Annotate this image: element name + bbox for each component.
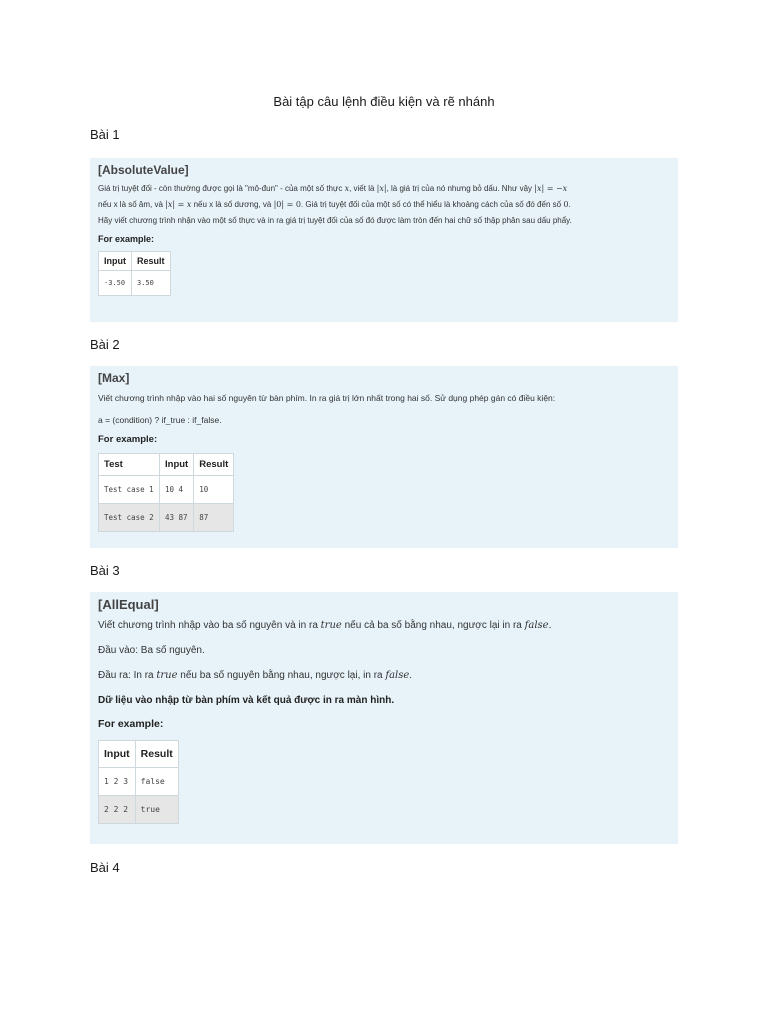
table-row: [99, 476, 234, 504]
exercise-paragraph-1: Viết chương trình nhập vào ba số nguyên và in ra true nếu cả ba số bằng nhau, ngược lại in ra false.: [98, 620, 552, 631]
table-row: [99, 768, 179, 796]
exercise-paragraph-3: Hãy viết chương trình nhận vào một số thực và in ra giá trị tuyệt đối của số đó được làm tròn đến hai chữ số thập phân sau dấu phẩy.: [98, 216, 572, 225]
example-label: For example:: [98, 234, 155, 244]
table-header: Result: [132, 252, 171, 271]
table-header-row: [99, 741, 179, 768]
table-cell: false: [135, 768, 178, 796]
section-label-2: Bài 2: [90, 337, 120, 352]
section-label-3: Bài 3: [90, 563, 120, 578]
table-header: Result: [194, 454, 234, 476]
example-label: For example:: [98, 718, 164, 730]
table-cell: true: [135, 796, 178, 824]
exercise-paragraph-2: nếu x là số âm, và |x| = x nếu x là số dương, và |0| = 0. Giá trị tuyệt đối của một số có thể hiểu là khoảng cách của số đó đến số 0.: [98, 200, 571, 209]
example-table: [98, 453, 234, 532]
exercise-heading: [AllEqual]: [98, 597, 159, 612]
table-header: Input: [99, 252, 132, 271]
table-cell: 2 2 2: [99, 796, 136, 824]
table-header: Test: [99, 454, 160, 476]
table-header: Result: [135, 741, 178, 768]
exercise-paragraph-1: Viết chương trình nhập vào hai số nguyên từ bàn phím. In ra giá trị lớn nhất trong hai số. Sử dụng phép gán có điều kiện:: [98, 393, 556, 403]
exercise-box-allequal: [90, 592, 678, 844]
exercise-heading: [AbsoluteValue]: [98, 163, 189, 177]
table-cell: 1 2 3: [99, 768, 136, 796]
exercise-heading: [Max]: [98, 371, 130, 385]
document-title: Bài tập câu lệnh điều kiện và rẽ nhánh: [273, 94, 495, 109]
table-cell: 43 87: [160, 504, 194, 532]
example-label: For example:: [98, 434, 158, 445]
exercise-paragraph-2: a = (condition) ? if_true : if_false.: [98, 415, 222, 425]
table-cell: 10: [194, 476, 234, 504]
exercise-box-max: [90, 366, 678, 548]
exercise-paragraph-4: Dữ liệu vào nhập từ bàn phím và kết quả được in ra màn hình.: [98, 695, 395, 706]
exercise-paragraph-2: Đầu vào: Ba số nguyên.: [98, 645, 205, 656]
example-table: [98, 740, 179, 824]
exercise-paragraph-1: Giá trị tuyệt đối - còn thường được gọi là "mô-đun" - của một số thực x, viết là |x|, là giá trị của nó nhưng bỏ dấu. Như vậy |x| = −x: [98, 184, 568, 193]
table-row: [99, 796, 179, 824]
section-label-4: Bài 4: [90, 860, 120, 875]
exercise-box-absolutevalue: [90, 158, 678, 322]
table-cell: 87: [194, 504, 234, 532]
table-header: Input: [160, 454, 194, 476]
table-header-row: [99, 454, 234, 476]
table-cell: 3.50: [132, 271, 171, 296]
table-cell: -3.50: [99, 271, 132, 296]
table-row: [99, 271, 171, 296]
table-header: Input: [99, 741, 136, 768]
table-header-row: [99, 252, 171, 271]
table-cell: 10 4: [160, 476, 194, 504]
exercise-paragraph-3: Đầu ra: In ra true nếu ba số nguyên bằng nhau, ngược lại, in ra false.: [98, 670, 413, 681]
table-cell: Test case 1: [99, 476, 160, 504]
example-table: [98, 251, 171, 296]
table-row: [99, 504, 234, 532]
table-cell: Test case 2: [99, 504, 160, 532]
section-label-1: Bài 1: [90, 127, 120, 142]
